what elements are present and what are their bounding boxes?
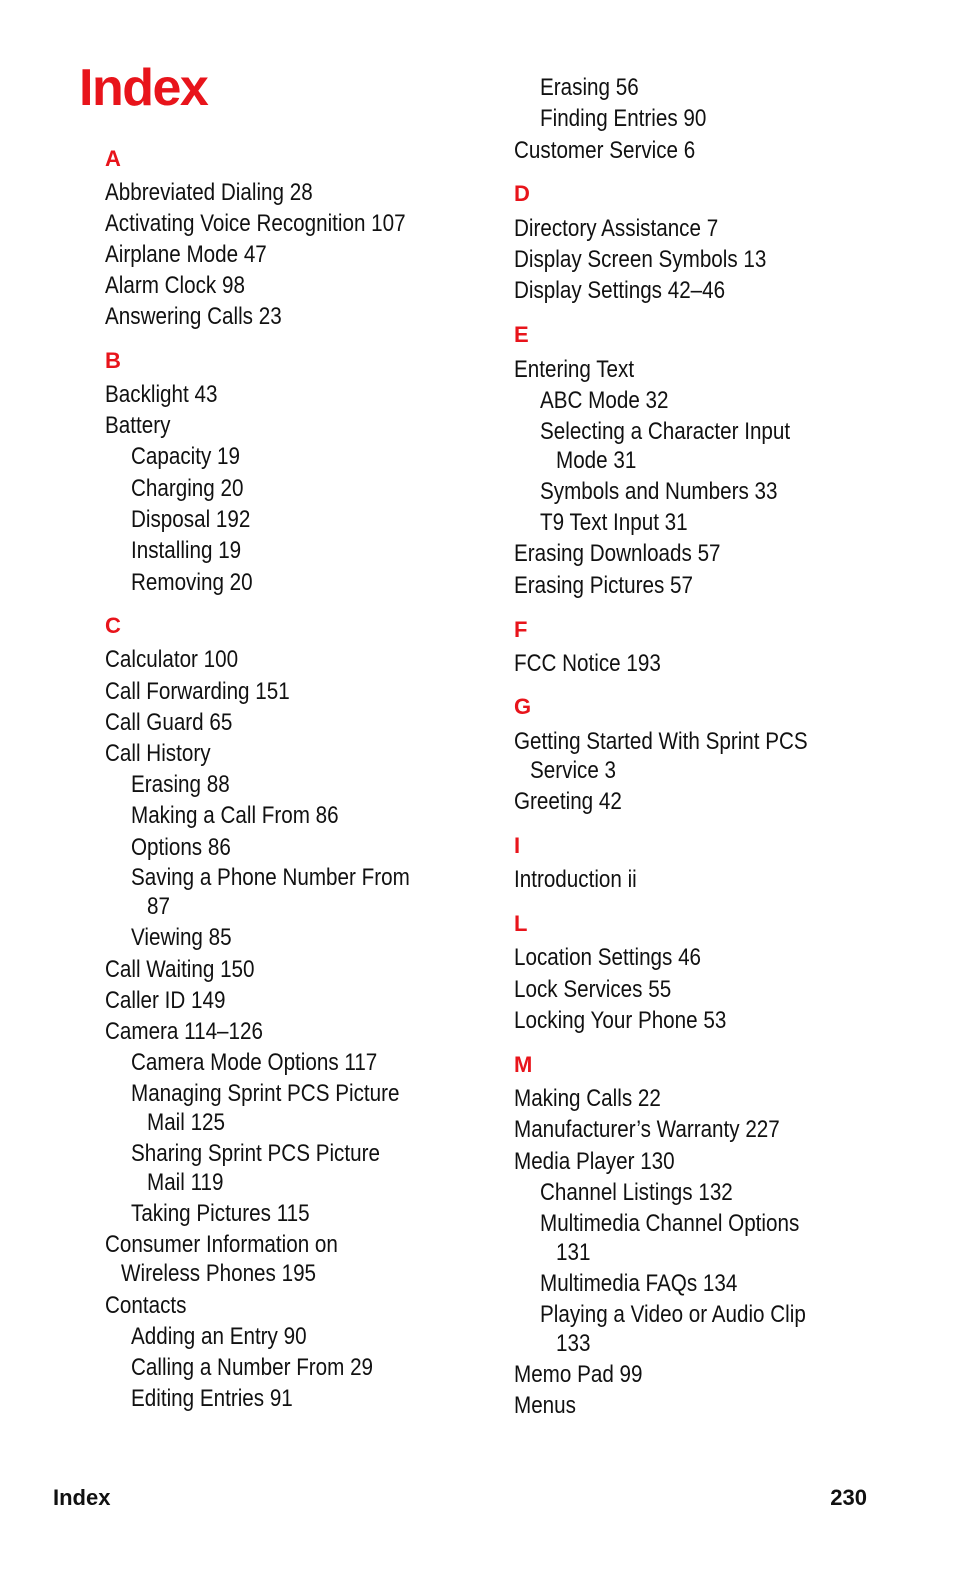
index-entry: Backlight 43 xyxy=(105,381,218,408)
index-entry: Abbreviated Dialing 28 xyxy=(105,179,313,206)
index-letter-heading: G xyxy=(514,694,532,719)
index-subentry: Adding an Entry 90 xyxy=(131,1323,307,1350)
index-subentry: Disposal 192 xyxy=(131,506,251,533)
index-subentry: Installing 19 xyxy=(131,537,242,564)
index-subentry: Multimedia FAQs 134 xyxy=(540,1270,738,1297)
index-letter-heading: A xyxy=(105,146,121,171)
index-entry: Menus xyxy=(514,1392,576,1419)
index-entry: Directory Assistance 7 xyxy=(514,215,719,242)
index-subentry: Multimedia Channel Options xyxy=(540,1210,800,1237)
index-entry-continuation: Service 3 xyxy=(530,757,617,784)
index-entry: Getting Started With Sprint PCS xyxy=(514,728,808,755)
index-subentry: Charging 20 xyxy=(131,475,244,502)
footer-section-label: Index xyxy=(53,1485,111,1510)
index-entry: Call Guard 65 xyxy=(105,709,233,736)
index-letter-heading: L xyxy=(514,911,528,936)
index-subentry: Playing a Video or Audio Clip xyxy=(540,1301,806,1328)
index-entry: Display Settings 42–46 xyxy=(514,277,726,304)
index-entry: Activating Voice Recognition 107 xyxy=(105,210,406,237)
index-entry: Erasing Downloads 57 xyxy=(514,540,721,567)
footer-page-number: 230 xyxy=(830,1485,867,1510)
index-entry: Erasing Pictures 57 xyxy=(514,572,693,599)
index-subentry: Calling a Number From 29 xyxy=(131,1354,374,1381)
index-subentry: Options 86 xyxy=(131,834,231,861)
index-entry: Entering Text xyxy=(514,356,635,383)
page-title: Index xyxy=(79,59,208,117)
index-subentry: Selecting a Character Input xyxy=(540,418,791,445)
index-letter-heading: C xyxy=(105,613,121,638)
index-subentry: Camera Mode Options 117 xyxy=(131,1049,378,1076)
index-entry: Making Calls 22 xyxy=(514,1085,661,1112)
index-entry-continuation: 131 xyxy=(556,1239,591,1266)
index-entry-continuation: Wireless Phones 195 xyxy=(121,1260,317,1287)
index-entry: Caller ID 149 xyxy=(105,987,226,1014)
index-letter-heading: M xyxy=(514,1052,533,1077)
index-entry: Lock Services 55 xyxy=(514,976,672,1003)
index-subentry: Capacity 19 xyxy=(131,443,241,470)
index-entry: Contacts xyxy=(105,1292,187,1319)
index-subentry: Channel Listings 132 xyxy=(540,1179,733,1206)
index-entry: Calculator 100 xyxy=(105,646,239,673)
index-entry: Consumer Information on xyxy=(105,1231,338,1258)
index-entry: Call Waiting 150 xyxy=(105,956,255,983)
index-entry: Call History xyxy=(105,740,211,767)
index-subentry: ABC Mode 32 xyxy=(540,387,669,414)
index-subentry: Viewing 85 xyxy=(131,924,232,951)
index-entry-continuation: Mode 31 xyxy=(556,447,637,474)
index-letter-heading: I xyxy=(514,833,521,858)
index-subentry: Finding Entries 90 xyxy=(540,105,707,132)
index-subentry: Managing Sprint PCS Picture xyxy=(131,1080,400,1107)
index-entry: Display Screen Symbols 13 xyxy=(514,246,767,273)
index-entry: Camera 114–126 xyxy=(105,1018,263,1045)
index-subentry: Taking Pictures 115 xyxy=(131,1200,310,1227)
index-entry: Introduction ii xyxy=(514,866,637,893)
index-entry: Media Player 130 xyxy=(514,1148,675,1175)
index-entry: Customer Service 6 xyxy=(514,137,696,164)
index-entry: Locking Your Phone 53 xyxy=(514,1007,727,1034)
index-letter-heading: B xyxy=(105,348,121,373)
index-entry: Manufacturer’s Warranty 227 xyxy=(514,1116,780,1143)
index-subentry: Sharing Sprint PCS Picture xyxy=(131,1140,380,1167)
index-entry-continuation: 87 xyxy=(147,893,170,920)
index-entry-continuation: 133 xyxy=(556,1330,591,1357)
index-subentry: Editing Entries 91 xyxy=(131,1385,293,1412)
index-entry-continuation: Mail 119 xyxy=(147,1169,224,1196)
index-subentry: Symbols and Numbers 33 xyxy=(540,478,778,505)
index-subentry: T9 Text Input 31 xyxy=(540,509,688,536)
index-entry: Greeting 42 xyxy=(514,788,622,815)
index-entry-continuation: Mail 125 xyxy=(147,1109,226,1136)
index-entry: Memo Pad 99 xyxy=(514,1361,643,1388)
index-subentry: Making a Call From 86 xyxy=(131,802,339,829)
index-subentry: Saving a Phone Number From xyxy=(131,864,410,891)
index-entry: Battery xyxy=(105,412,171,439)
index-entry: FCC Notice 193 xyxy=(514,650,661,677)
index-entry: Answering Calls 23 xyxy=(105,303,282,330)
index-letter-heading: F xyxy=(514,617,528,642)
index-letter-heading: D xyxy=(514,181,530,206)
index-subentry: Erasing 56 xyxy=(540,74,639,101)
index-subentry: Removing 20 xyxy=(131,569,253,596)
index-entry: Location Settings 46 xyxy=(514,944,702,971)
index-entry: Alarm Clock 98 xyxy=(105,272,245,299)
index-entry: Call Forwarding 151 xyxy=(105,678,290,705)
index-letter-heading: E xyxy=(514,322,529,347)
index-subentry: Erasing 88 xyxy=(131,771,230,798)
index-entry: Airplane Mode 47 xyxy=(105,241,267,268)
